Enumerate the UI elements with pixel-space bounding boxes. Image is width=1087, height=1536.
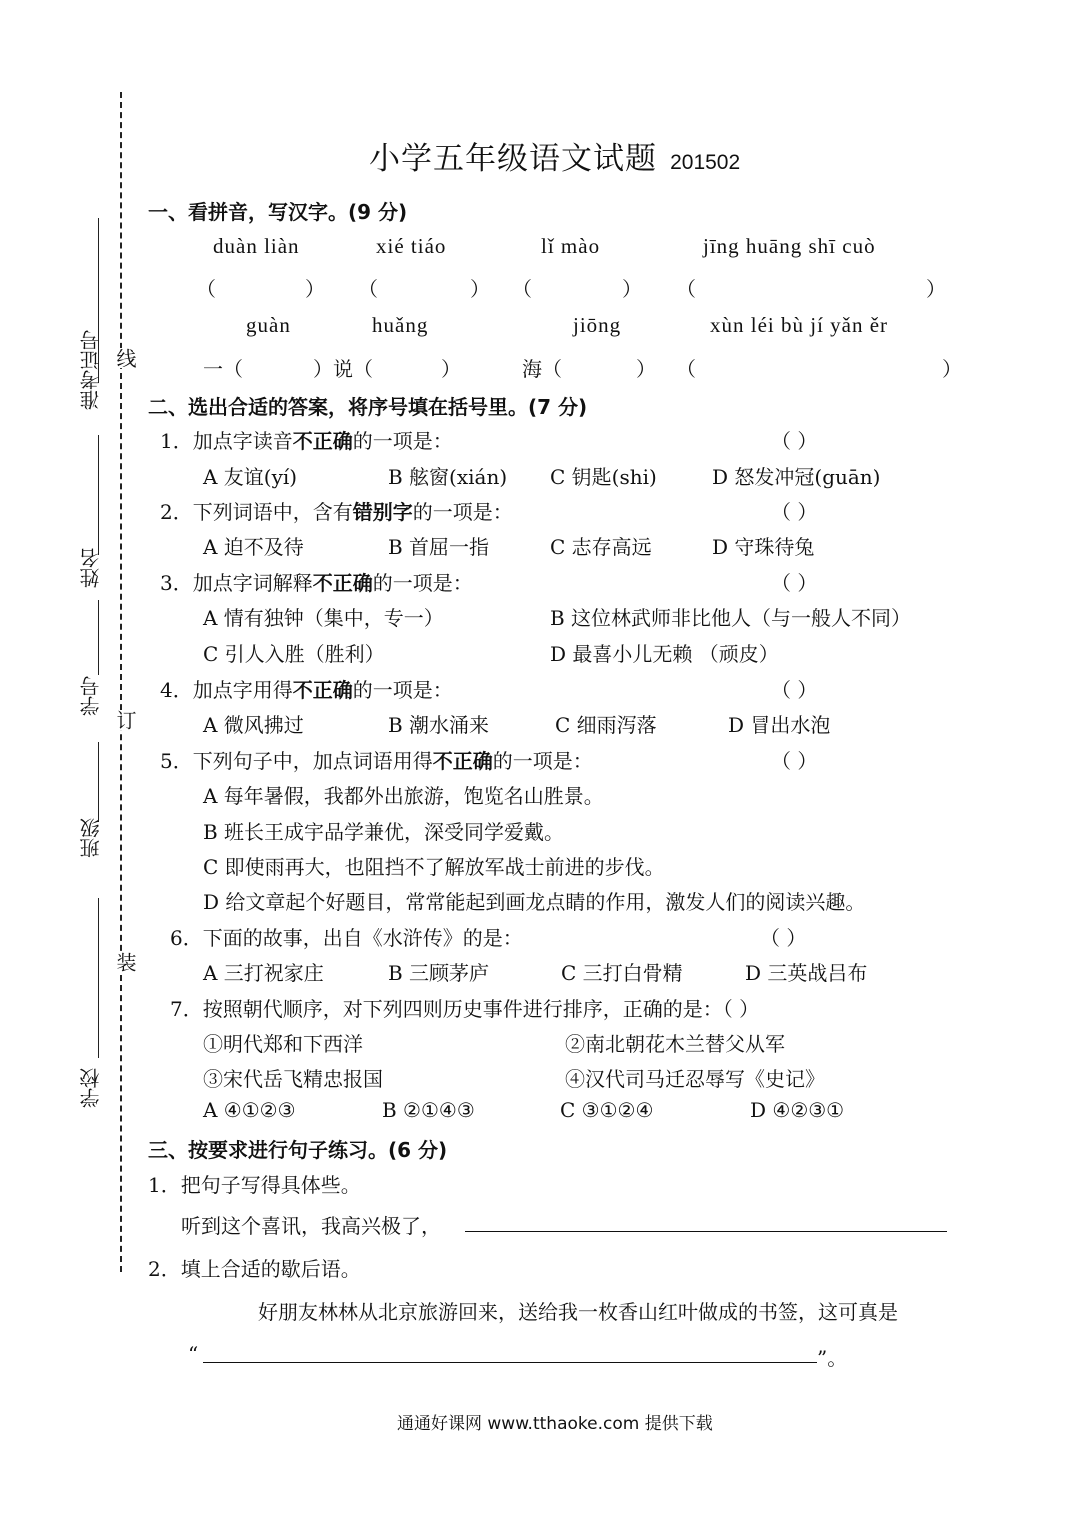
student-id-label: 学号 xyxy=(79,676,103,716)
blank-prefix-2[interactable]: ）说（ xyxy=(313,357,373,381)
cut-mark-staple: 订 xyxy=(111,710,140,730)
s3-q2-close-quote: ”。 xyxy=(817,1346,848,1370)
blank-prefix-3[interactable]: 海（ xyxy=(522,357,562,381)
q5-stem: 5．下列句子中，加点词语用得不正确的一项是： xyxy=(160,749,593,773)
q7-option-b: B ②①④③ xyxy=(382,1098,475,1122)
q3-answer-bracket[interactable]: （ ） xyxy=(771,571,818,595)
s3-q2-text: 好朋友林林从北京旅游回来，送给我一枚香山红叶做成的书签，这可真是 xyxy=(258,1300,898,1324)
q5-option-a: A 每年暑假，我都外出旅游，饱览名山胜景。 xyxy=(203,784,604,808)
binding-dashed-line xyxy=(120,92,122,1272)
section3-heading: 三、按要求进行句子练习。(6 分) xyxy=(148,1138,448,1162)
q6-stem: 6．下面的故事，出自《水浒传》的是： xyxy=(170,926,523,950)
answer-bracket-close-3: ） xyxy=(622,277,642,301)
cut-mark-bind: 装 xyxy=(111,952,140,972)
name-underline xyxy=(98,435,99,555)
q3-stem: 3．加点字词解释不正确的一项是： xyxy=(160,571,473,595)
admission-number-label: 准考证号 xyxy=(79,330,103,410)
q1-option-d: D 怒发冲冠(guān) xyxy=(712,465,881,489)
q7-option-a: A ④①②③ xyxy=(203,1098,296,1122)
school-label: 学校 xyxy=(79,1068,103,1108)
q1-option-a: A 友谊(yí) xyxy=(203,465,298,489)
s3-q1-answer-line[interactable] xyxy=(465,1231,947,1232)
q1-answer-bracket[interactable]: （ ） xyxy=(771,429,818,453)
pinyin-1: duàn liàn xyxy=(213,234,300,258)
pinyin-5: guàn xyxy=(246,313,291,337)
q5-option-b: B 班长王成宇品学兼优，深受同学爱戴。 xyxy=(203,820,565,844)
pinyin-7: jiōng xyxy=(573,313,622,337)
q7-event-1: ①明代郑和下西洋 xyxy=(203,1032,363,1056)
s3-q2-instruction: 2．填上合适的歇后语。 xyxy=(148,1257,361,1281)
q4-stem: 4．加点字用得不正确的一项是： xyxy=(160,678,453,702)
blank-close-4: ） xyxy=(942,357,962,381)
student-id-underline xyxy=(98,600,99,675)
answer-bracket-open-1[interactable]: （ xyxy=(196,277,216,301)
blank-open-4[interactable]: （ xyxy=(676,357,696,381)
pinyin-3: lǐ mào xyxy=(541,234,601,258)
q3-option-a: A 情有独钟（集中，专一） xyxy=(203,606,444,630)
q5-option-d: D 给文章起个好题目，常常能起到画龙点睛的作用，激发人们的阅读兴趣。 xyxy=(203,890,866,914)
q3-option-c: C 引人入胜（胜利） xyxy=(203,642,385,666)
pinyin-4: jīng huāng shī cuò xyxy=(703,234,876,258)
section2-heading: 二、选出合适的答案，将序号填在括号里。(7 分) xyxy=(148,395,588,419)
s3-q1-sentence: 听到这个喜讯，我高兴极了， xyxy=(181,1214,441,1238)
q7-event-2: ②南北朝花木兰替父从军 xyxy=(565,1032,785,1056)
class-underline xyxy=(98,742,99,822)
q7-stem[interactable]: 7．按照朝代顺序，对下列四则历史事件进行排序，正确的是：（ ） xyxy=(170,997,760,1021)
q2-option-d: D 守珠待兔 xyxy=(712,535,815,559)
answer-bracket-close-2: ） xyxy=(470,277,490,301)
pinyin-6: huǎng xyxy=(372,313,429,337)
q1-option-c: C 钥匙(shi) xyxy=(550,465,657,489)
q2-option-a: A 迫不及待 xyxy=(203,535,304,559)
q4-option-a: A 微风拂过 xyxy=(203,713,304,737)
s3-q1-instruction: 1．把句子写得具体些。 xyxy=(148,1173,361,1197)
q6-option-b: B 三顾茅庐 xyxy=(388,961,490,985)
q1-stem: 1．加点字读音不正确的一项是： xyxy=(160,429,453,453)
section1-heading: 一、看拼音，写汉字。(9 分) xyxy=(148,200,408,224)
blank-close-2: ） xyxy=(441,357,461,381)
q1-option-b: B 舷窗(xián) xyxy=(388,465,508,489)
q5-option-c: C 即使雨再大，也阻挡不了解放军战士前进的步伐。 xyxy=(203,855,665,879)
s3-q2-open-quote: “ xyxy=(188,1342,199,1366)
exam-title: 小学五年级语文试题 xyxy=(369,141,657,177)
q6-option-c: C 三打白骨精 xyxy=(561,961,683,985)
footer-credit: 通通好课网 www.tthaoke.com 提供下载 xyxy=(397,1414,713,1434)
q2-option-b: B 首屈一指 xyxy=(388,535,490,559)
answer-bracket-open-2[interactable]: （ xyxy=(358,277,378,301)
q7-option-c: C ③①②④ xyxy=(560,1098,654,1122)
q4-option-c: C 细雨泻落 xyxy=(555,713,657,737)
class-label: 班级 xyxy=(79,818,103,858)
cut-mark-line: 线 xyxy=(111,348,140,368)
q4-option-d: D 冒出水泡 xyxy=(728,713,831,737)
q7-option-d: D ④②③① xyxy=(750,1098,845,1122)
blank-close-3: ） xyxy=(636,357,656,381)
pinyin-2: xié tiáo xyxy=(376,234,447,258)
answer-bracket-open-3[interactable]: （ xyxy=(512,277,532,301)
q2-stem: 2．下列词语中，含有错别字的一项是： xyxy=(160,500,513,524)
q3-option-d: D 最喜小儿无赖 （顽皮） xyxy=(550,642,779,666)
q3-option-b: B 这位林武师非比他人（与一般人不同） xyxy=(550,606,912,630)
q7-event-3: ③宋代岳飞精忠报国 xyxy=(203,1067,383,1091)
q7-event-4: ④汉代司马迁忍辱写《史记》 xyxy=(565,1067,825,1091)
q6-option-d: D 三英战吕布 xyxy=(745,961,868,985)
q6-answer-bracket[interactable]: （ ） xyxy=(760,926,807,950)
school-underline xyxy=(98,898,99,1058)
q4-answer-bracket[interactable]: （ ） xyxy=(771,678,818,702)
s3-q2-answer-line[interactable] xyxy=(203,1362,817,1363)
name-label: 姓名 xyxy=(79,548,103,588)
page-title xyxy=(369,133,740,178)
blank-prefix-1[interactable]: 一（ xyxy=(203,357,243,381)
exam-code: 201502 xyxy=(670,151,741,174)
q2-answer-bracket[interactable]: （ ） xyxy=(771,500,818,524)
answer-bracket-close-1: ） xyxy=(305,277,325,301)
q4-option-b: B 潮水涌来 xyxy=(388,713,490,737)
answer-bracket-close-4: ） xyxy=(926,277,946,301)
q6-option-a: A 三打祝家庄 xyxy=(203,961,324,985)
q2-option-c: C 志存高远 xyxy=(550,535,652,559)
q5-answer-bracket[interactable]: （ ） xyxy=(771,749,818,773)
pinyin-8: xùn léi bù jí yǎn ěr xyxy=(710,313,889,337)
answer-bracket-open-4[interactable]: （ xyxy=(676,277,696,301)
